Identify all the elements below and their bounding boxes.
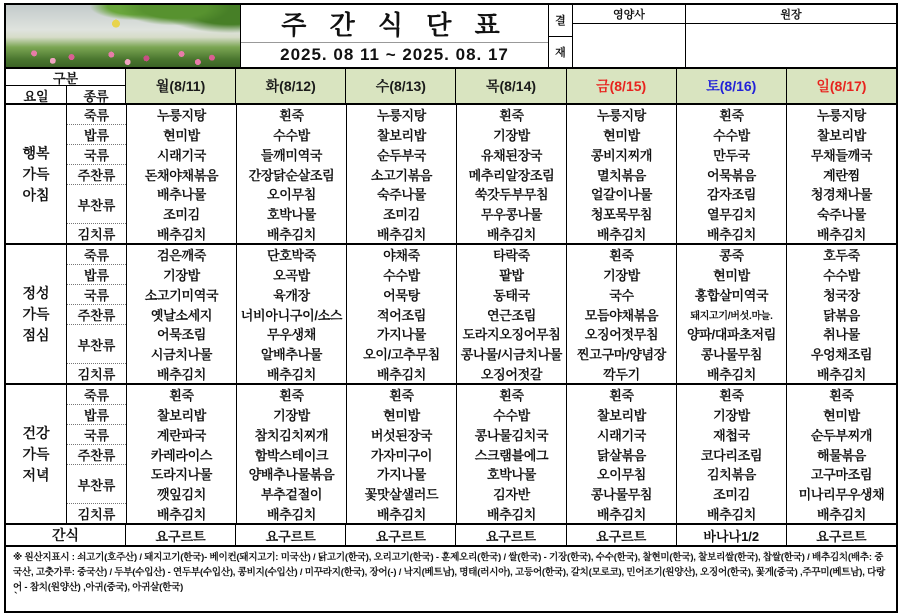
- menu-item: 찰보리밥: [376, 128, 427, 144]
- corner-jongryu-label: 종류: [83, 89, 109, 104]
- menu-item: 김치볶음: [706, 467, 757, 483]
- meal-section-label: 정성 가득 점심: [6, 245, 67, 383]
- menu-item: 시래기국: [596, 427, 647, 443]
- day-menu-cell: [567, 105, 677, 243]
- title-block: [241, 5, 549, 67]
- menu-item: 소고기볶음: [370, 167, 433, 183]
- corner-header: [6, 69, 126, 103]
- menu-item: 감자조림: [706, 187, 757, 203]
- category-label: 부찬류: [67, 464, 126, 503]
- day-headers: [126, 69, 896, 103]
- menu-item: 수수밥: [713, 128, 750, 144]
- menu-item: 배추김치: [266, 506, 317, 522]
- approval-label-bottom: 재: [555, 46, 566, 59]
- menu-item: 시래기국: [156, 147, 207, 163]
- menu-item: 숙주나물: [376, 187, 427, 203]
- menu-item: 코다리조림: [700, 447, 763, 463]
- day-menu-cell: [237, 245, 347, 383]
- menu-item: 기장밥: [273, 408, 310, 424]
- menu-item: 흰죽: [279, 108, 304, 124]
- day-menu-cell: [677, 245, 787, 383]
- category-label: 밥류: [67, 404, 126, 424]
- role-director-label: 원장: [780, 9, 802, 21]
- role-nutritionist-label: 영양사: [573, 5, 686, 23]
- meal-section-label: 건강 가득 저녁: [6, 385, 67, 523]
- category-label: 김치류: [67, 503, 126, 523]
- menu-item: 청국장: [823, 287, 860, 303]
- menu-item: 현미밥: [713, 268, 750, 284]
- snack-cell: 바나나1/2: [677, 525, 787, 545]
- menu-item: 가지나물: [376, 467, 427, 483]
- menu-item: 부추겉절이: [260, 486, 323, 502]
- stray-mark: `: [14, 591, 18, 603]
- menu-item: 옛날소세지: [150, 307, 213, 323]
- menu-item: 홍합살미역국: [694, 287, 769, 303]
- menu-item: 기장밥: [713, 408, 750, 424]
- menu-item: 수수밥: [383, 268, 420, 284]
- menu-item: 간장닭순살조림: [248, 167, 335, 183]
- menu-item: 콩나물/시금치나물: [460, 346, 563, 362]
- menu-item: 소고기미역국: [144, 287, 219, 303]
- snack-cell: 요구르트: [126, 525, 236, 545]
- meal-section: [6, 245, 896, 385]
- category-label: 죽류: [83, 388, 110, 403]
- menu-item: 흰죽: [279, 388, 304, 404]
- meal-section-label: 행복 가득 아침: [6, 105, 67, 243]
- menu-item: 찰보리밥: [156, 408, 207, 424]
- menu-item: 배추나물: [156, 187, 207, 203]
- menu-item: 누룽지탕: [596, 108, 647, 124]
- menu-item: 쑥갓두부무침: [474, 187, 549, 203]
- menu-item: 만두국: [713, 147, 750, 163]
- meal-sections: [6, 105, 896, 525]
- day-menu-cell: [457, 385, 567, 523]
- meal-section: [6, 385, 896, 525]
- menu-item: 순두부찌개: [810, 427, 873, 443]
- menu-item: 콩나물무침: [700, 346, 763, 362]
- day-menu-cell: [237, 385, 347, 523]
- menu-item: 단호박죽: [266, 248, 317, 264]
- day-menu-cell: [127, 105, 237, 243]
- menu-item: 콩죽: [719, 248, 744, 264]
- menu-item: 스크램블에그: [474, 447, 549, 463]
- day-menu-cell: [347, 105, 457, 243]
- origin-text: ※ 원산지표시 : 쇠고기(호주산) / 돼지고기(한국)- 베이컨(돼지고기: 미국산) / 닭고기(한국), 오리고기(한국) - 훈제오리(한국) / 쌀(한국) - 기장(한국), 수수(한국), 찰현미(한국), 찰보리쌀(한국), 찹쌀(한국) / 배추김치(배추: 중국산, 고춧가루: 중국산) / 두부(수입산) - 연두부(수입산), 콩비지(수입산) / 미꾸라지(한국), 장어(-) / 낙지(베트남), 명태(러시아), 고등어(한국), 갈치(모로코), 민어조기(원양산), 오징어(한국), 꽃게(중국) ,주꾸미(베트남), 다랑어 - 참치(원양산) ,아귀(중국), 아귀살(한국): [13, 552, 886, 594]
- menu-item: 너비아니구이/소스: [240, 307, 343, 323]
- category-label: 김치류: [67, 363, 126, 383]
- snack-label: 간식: [6, 525, 126, 545]
- menu-item: 육개장: [273, 287, 310, 303]
- menu-item: 팥밥: [499, 268, 524, 284]
- menu-item: 모듬야채볶음: [584, 307, 659, 323]
- menu-item: 흰죽: [389, 388, 414, 404]
- approval-label-top: 결: [549, 5, 572, 37]
- menu-item: 돼지고기/버섯.마늘.: [690, 310, 773, 322]
- menu-item: 배추김치: [706, 226, 757, 242]
- menu-item: 얼갈이나물: [590, 187, 653, 203]
- category-label: 부찬류: [67, 324, 126, 363]
- menu-item: 가지나물: [376, 327, 427, 343]
- director-signature-area[interactable]: [686, 24, 896, 67]
- menu-item: 청포묵무침: [590, 206, 653, 222]
- page-title: 주 간 식 단 표: [241, 5, 548, 43]
- menu-item: 콩나물무침: [590, 486, 653, 502]
- menu-item: 배추김치: [376, 366, 427, 382]
- menu-item: 우엉채조림: [810, 346, 873, 362]
- menu-item: 가자미구이: [370, 447, 433, 463]
- day-header: 월(8/11): [126, 69, 236, 103]
- day-header: 수(8/13): [346, 69, 456, 103]
- menu-item: 누룽지탕: [156, 108, 207, 124]
- menu-item: 취나물: [823, 327, 860, 343]
- menu-item: 메추리알장조림: [468, 167, 555, 183]
- menu-item: 양배추나물볶음: [248, 467, 335, 483]
- menu-item: 배추김치: [156, 226, 207, 242]
- snack-cell: 요구르트: [236, 525, 346, 545]
- snack-cell: 요구르트: [456, 525, 566, 545]
- menu-item: 동태국: [493, 287, 530, 303]
- menu-item: 돈채야채볶음: [144, 167, 219, 183]
- menu-item: 현미밥: [603, 128, 640, 144]
- day-menu-cell: [567, 385, 677, 523]
- approval-box: [549, 5, 896, 67]
- menu-item: 김자반: [493, 486, 530, 502]
- snack-cell: 요구르트: [346, 525, 456, 545]
- menu-item: 계란파국: [156, 427, 207, 443]
- menu-item: 배추김치: [376, 226, 427, 242]
- signature-header-row: [573, 5, 896, 24]
- menu-item: 배추김치: [596, 506, 647, 522]
- day-menu-cell: [567, 245, 677, 383]
- category-column: [67, 245, 127, 383]
- menu-item: 배추김치: [596, 226, 647, 242]
- sheet-header: [6, 5, 896, 69]
- day-menu-cell: [677, 385, 787, 523]
- menu-item: 열무김치: [706, 206, 757, 222]
- menu-item: 해물볶음: [816, 447, 867, 463]
- corner-sub-labels: [6, 86, 125, 105]
- snack-cells: [126, 525, 896, 545]
- menu-item: 배추김치: [266, 226, 317, 242]
- menu-item: 흰죽: [719, 388, 744, 404]
- menu-item: 검은깨죽: [156, 248, 207, 264]
- category-label: 밥류: [67, 124, 126, 144]
- menu-item: 찰보리밥: [816, 128, 867, 144]
- corner-yoil-label: 요일: [6, 86, 67, 105]
- menu-item: 적어조림: [376, 307, 427, 323]
- menu-item: 버섯된장국: [370, 427, 433, 443]
- menu-item: 미나리무우생채: [798, 486, 885, 502]
- menu-item: 멸치볶음: [596, 167, 647, 183]
- menu-item: 오이무침: [266, 187, 317, 203]
- menu-item: 들깨미역국: [260, 147, 323, 163]
- menu-item: 배추김치: [376, 506, 427, 522]
- category-label: 주찬류: [67, 444, 126, 464]
- menu-item: 무채들깨국: [810, 147, 873, 163]
- day-menu-cell: [237, 105, 347, 243]
- menu-item: 숙주나물: [816, 206, 867, 222]
- date-range: 2025. 08 11 ~ 2025. 08. 17: [280, 45, 509, 64]
- menu-item: 흰죽: [719, 108, 744, 124]
- menu-item: 기장밥: [163, 268, 200, 284]
- category-label: 국류: [67, 144, 126, 164]
- menu-item: 콩나물김치국: [474, 427, 549, 443]
- menu-item: 재첩국: [713, 427, 750, 443]
- menu-item: 현미밥: [383, 408, 420, 424]
- day-menu-cell: [787, 385, 896, 523]
- menu-item: 흰죽: [609, 388, 634, 404]
- flower-field-photo: [6, 5, 241, 67]
- menu-item: 타락죽: [493, 248, 530, 264]
- menu-item: 깍두기: [603, 366, 640, 382]
- nutritionist-signature-area[interactable]: [573, 24, 686, 67]
- day-header: 금(8/15): [567, 69, 677, 103]
- day-menu-cell: [677, 105, 787, 243]
- menu-item: 흰죽: [169, 388, 194, 404]
- menu-item: 기장밥: [603, 268, 640, 284]
- day-header: 목(8/14): [456, 69, 566, 103]
- category-column: [67, 105, 127, 243]
- menu-item: 닭볶음: [823, 307, 860, 323]
- menu-item: 배추김치: [486, 226, 537, 242]
- day-menu-cell: [347, 245, 457, 383]
- menu-item: 시금치나물: [150, 346, 213, 362]
- menu-item: 오징어젓무침: [584, 327, 659, 343]
- menu-item: 카레라이스: [150, 447, 213, 463]
- day-menu-cell: [787, 105, 896, 243]
- menu-item: 누룽지탕: [376, 108, 427, 124]
- menu-item: 배추김치: [486, 506, 537, 522]
- menu-item: 어묵탕: [383, 287, 420, 303]
- menu-item: 무우생채: [266, 327, 317, 343]
- menu-item: 호박나물: [266, 206, 317, 222]
- category-column: [67, 385, 127, 523]
- day-menu-cell: [127, 245, 237, 383]
- menu-item: 현미밥: [823, 408, 860, 424]
- menu-item: 배추김치: [706, 506, 757, 522]
- menu-item: 알배추나물: [260, 346, 323, 362]
- table-header-row: [6, 69, 896, 105]
- snack-cell: 요구르트: [567, 525, 677, 545]
- menu-item: 계란찜: [823, 167, 860, 183]
- signature-columns: [573, 5, 896, 67]
- menu-item: 현미밥: [163, 128, 200, 144]
- day-menu-cell: [787, 245, 896, 383]
- menu-item: 배추김치: [266, 366, 317, 382]
- day-header: 일(8/17): [787, 69, 896, 103]
- category-label: 국류: [67, 284, 126, 304]
- menu-item: 누룽지탕: [816, 108, 867, 124]
- menu-item: 참치김치찌개: [254, 427, 329, 443]
- category-label: 국류: [67, 424, 126, 444]
- corner-gubun-label: 구분: [6, 69, 125, 86]
- menu-item: 고구마조림: [810, 467, 873, 483]
- menu-item: 찰보리밥: [596, 408, 647, 424]
- menu-item: 오이/고추무침: [363, 346, 440, 362]
- menu-item: 양파/대파초저림: [686, 327, 777, 343]
- menu-item: 호박나물: [486, 467, 537, 483]
- menu-item: 찐고구마/양념장: [576, 346, 667, 362]
- meal-section: [6, 105, 896, 245]
- snack-cell: 요구르트: [816, 528, 867, 544]
- menu-item: 오이무침: [596, 467, 647, 483]
- menu-item: 어묵조림: [156, 327, 207, 343]
- menu-item: 연근조림: [486, 307, 537, 323]
- category-label: 부찬류: [67, 184, 126, 223]
- origin-footer: [6, 547, 896, 611]
- menu-item: 순두부국: [376, 147, 427, 163]
- menu-item: 콩비지찌개: [590, 147, 653, 163]
- signature-body-row: [573, 24, 896, 67]
- menu-item: 깻잎김치: [156, 486, 207, 502]
- menu-item: 수수밥: [273, 128, 310, 144]
- menu-item: 야채죽: [383, 248, 420, 264]
- category-label: 김치류: [67, 223, 126, 243]
- category-label: 죽류: [83, 108, 110, 123]
- menu-item: 청경채나물: [810, 187, 873, 203]
- menu-item: 유채된장국: [480, 147, 543, 163]
- category-label: 주찬류: [67, 164, 126, 184]
- category-label: 죽류: [83, 248, 110, 263]
- menu-item: 수수밥: [493, 408, 530, 424]
- menu-item: 어묵볶음: [706, 167, 757, 183]
- menu-item: 조미김: [713, 486, 750, 502]
- menu-item: 흰죽: [829, 388, 854, 404]
- menu-item: 흰죽: [609, 248, 634, 264]
- meal-plan-sheet: [4, 3, 898, 613]
- menu-item: 수수밥: [823, 268, 860, 284]
- approval-stamp-column: [549, 5, 573, 67]
- day-header: 화(8/12): [236, 69, 346, 103]
- menu-item: 배추김치: [816, 366, 867, 382]
- menu-item: 배추김치: [816, 506, 867, 522]
- menu-item: 오곡밥: [273, 268, 310, 284]
- menu-item: 흰죽: [499, 388, 524, 404]
- menu-item: 기장밥: [493, 128, 530, 144]
- day-menu-cell: [347, 385, 457, 523]
- menu-item: 꽃맛살샐러드: [364, 486, 439, 502]
- menu-item: 흰죽: [499, 108, 524, 124]
- menu-item: 배추김치: [156, 506, 207, 522]
- menu-item: 배추김치: [156, 366, 207, 382]
- day-menu-cell: [457, 245, 567, 383]
- menu-item: 조미김: [163, 206, 200, 222]
- snack-row: [6, 525, 896, 547]
- category-label: 주찬류: [67, 304, 126, 324]
- category-label: 밥류: [67, 264, 126, 284]
- menu-item: 오징어젓갈: [480, 366, 543, 382]
- menu-item: 배추김치: [706, 366, 757, 382]
- menu-item: 함박스테이크: [254, 447, 329, 463]
- day-header: 토(8/16): [677, 69, 787, 103]
- menu-item: 도라지오징어무침: [462, 327, 561, 343]
- menu-item: 조미김: [383, 206, 420, 222]
- menu-item: 도라지나물: [150, 467, 213, 483]
- day-menu-cell: [127, 385, 237, 523]
- menu-item: 호두죽: [823, 248, 860, 264]
- menu-item: 국수: [609, 287, 634, 303]
- menu-item: 무우콩나물: [480, 206, 543, 222]
- menu-item: 닭살볶음: [596, 447, 647, 463]
- day-menu-cell: [457, 105, 567, 243]
- menu-item: 배추김치: [816, 226, 867, 242]
